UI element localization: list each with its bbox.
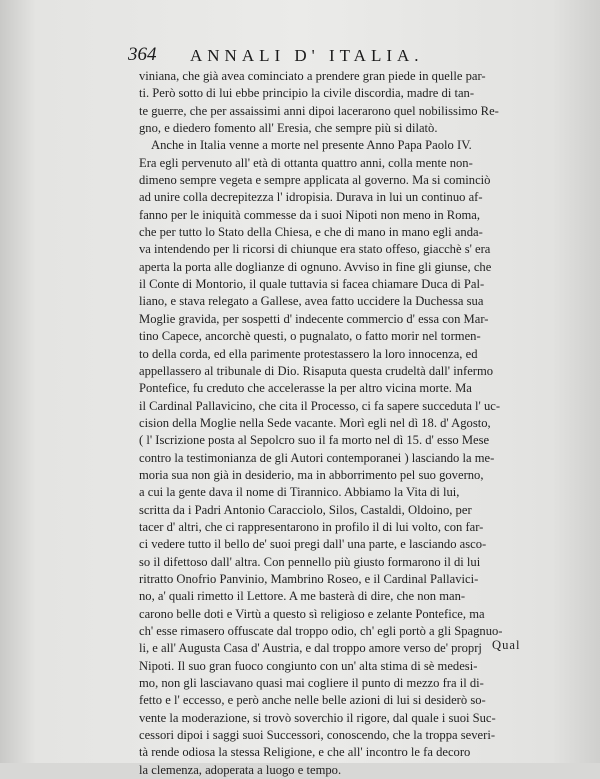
text-line: la clemenza, adoperata a luogo e tempo. [139,762,342,777]
text-line: che per tutto lo Stato della Chiesa, e che di mano in mano egli anda- [139,225,483,240]
text-line: cessori dipoi i saggi suoi Successori, conoscendo, che la troppa severi- [139,728,496,743]
text-line: dimeno sempre vegeta e sempre applicata al governo. Ma si cominciò [139,173,491,188]
text-line: scritta da i Padri Antonio Caracciolo, Silos, Castaldi, Oldoino, per [139,502,472,517]
text-line: Nipoti. Il suo gran fuoco congiunto con un' alta stima di sè medesi- [139,658,478,673]
text-line: liano, e stava relegato a Gallese, avea fatto uccidere la Duchessa sua [139,294,484,309]
catchword: Qual [492,638,521,652]
text-line: no, a' quali rimetto il Lettore. A me basterà di dire, che non man- [139,589,466,604]
text-line: viniana, che già avea cominciato a prendere gran piede in quelle par- [139,69,486,83]
body-text [139,68,542,779]
text-line: ad unire colla decrepitezza l' idropisia. Durava in lui un continuo af- [139,190,483,205]
text-line: fetto e l' eccesso, e però anche nelle belle azioni di lui si desiderò so- [139,693,486,708]
text-line: to della corda, ed ella parimente protestassero la loro innocenza, ed [139,346,478,361]
text-line: li, e all' Augusta Casa d' Austria, e dal troppo amore verso de' proprj [139,641,482,656]
text-line: mo, non gli lasciavano quasi mai cogliere il punto di mezzo fra il di- [139,676,484,691]
text-line: contro la testimonianza de gli Autori contemporanei ) lasciando la me- [139,450,495,465]
text-line: ch' esse rimasero offuscate dal troppo odio, ch' egli portò a gli Spagnuo- [139,624,503,638]
text-line: cision della Moglie nella Sede vacante. Morì egli nel dì 18. d' Agosto, [139,415,491,430]
text-line: moria sua non già in desiderio, ma in abborrimento pel suo governo, [139,467,484,482]
text-line: fanno per le iniquità commesse da i suoi Nipoti non meno in Roma, [139,207,481,222]
page-number: 364 [128,44,157,65]
text-line: tino Capece, ancorchè questi, o pugnalato, o fatto morir nel tormen- [139,329,481,344]
text-line: tà rende odiosa la stessa Religione, e che all' incontro le fa decoro [139,745,471,760]
text-line: ritratto Onofrio Panvinio, Mambrino Roseo, e il Cardinal Pallavici- [139,571,479,586]
paragraph-start-line: Anche in Italia venne a morte nel presente Anno Papa Paolo IV. [151,138,472,153]
text-line: Moglie gravida, per sospetti d' indecente commercio d' essa con Mar- [139,311,489,326]
text-line: so il difettoso dall' altra. Con pennello più giusto formarono il di lui [139,554,481,569]
text-line: il Conte di Montorio, il quale tuttavia si facea chiamare Duca di Pal- [139,277,485,292]
running-title: ANNALI D' ITALIA. [190,46,424,65]
text-line: appellassero al tribunale di Dio. Risaputa questa crudeltà dall' infermo [139,363,494,378]
text-line: aperta la porta alle doglianze di ognuno. Avviso in fine gli giunse, che [139,259,492,274]
text-line: il Cardinal Pallavicino, che cita il Processo, ci fa sapere succeduta l' uc- [139,398,501,413]
text-line: Pontefice, fu creduto che accelerasse la per altro vicina morte. Ma [139,381,472,396]
text-line: va intendendo per li ricorsi di chiunque era stato offeso, giacchè s' era [139,242,491,257]
text-line: ci vedere tutto il bello de' suoi pregi dall' una parte, e lasciando asco- [139,537,487,552]
text-line: ti. Però sotto di lui ebbe principio la civile discordia, madre di tan- [139,86,475,101]
text-line: vente la moderazione, si trovò soverchio il rigore, dal quale i suoi Suc- [139,710,496,725]
text-line: te guerre, che per assaissimi anni dipoi lacerarono quel nobilissimo Re- [139,103,499,118]
text-line: carono belle doti e Virtù a questo sì religioso e zelante Pontefice, ma [139,606,485,621]
text-line: ( l' Iscrizione posta al Sepolcro suo il fa morto nel dì 15. d' esso Mese [139,433,490,448]
text-line: gno, e diedero fomento all' Eresia, che sempre più si dilatò. [139,121,438,136]
text-line: Era egli pervenuto all' età di ottanta quattro anni, colla mente non- [139,155,473,170]
text-line: tacer d' altri, che ci rappresentarono in profilo il di lui volto, con far- [139,519,484,534]
text-line: a cui la gente dava il nome di Tirannico. Abbiamo la Vita di lui, [139,485,460,500]
